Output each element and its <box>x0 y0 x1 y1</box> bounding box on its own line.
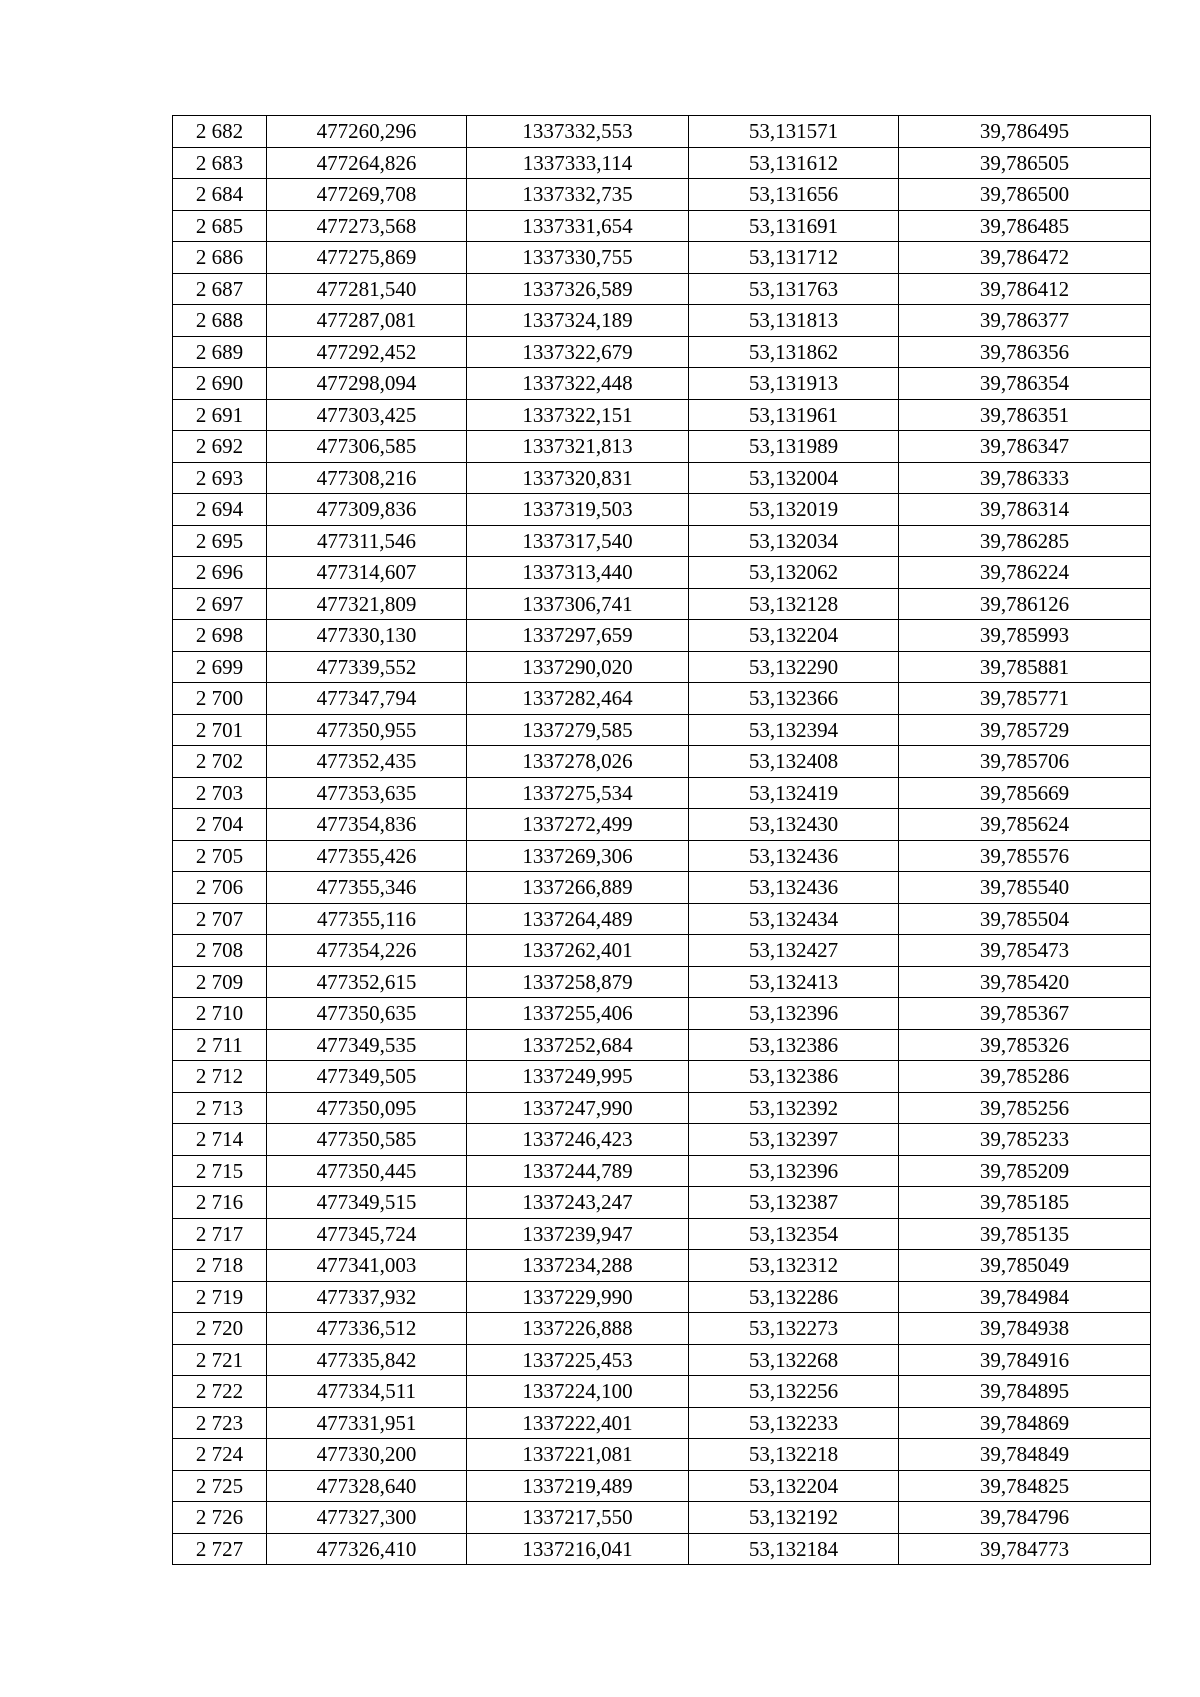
latitude-cell: 53,131961 <box>689 399 899 431</box>
table-row <box>173 1155 1151 1187</box>
y-coordinate-cell: 1337247,990 <box>467 1092 689 1124</box>
y-coordinate-cell: 1337322,448 <box>467 368 689 400</box>
longitude-cell: 39,786505 <box>899 147 1151 179</box>
x-coordinate-cell: 477330,200 <box>267 1439 467 1471</box>
latitude-cell: 53,132273 <box>689 1313 899 1345</box>
y-coordinate-cell: 1337252,684 <box>467 1029 689 1061</box>
longitude-cell: 39,785135 <box>899 1218 1151 1250</box>
table-row <box>173 714 1151 746</box>
point-number-cell: 2 700 <box>173 683 267 715</box>
x-coordinate-cell: 477292,452 <box>267 336 467 368</box>
latitude-cell: 53,132392 <box>689 1092 899 1124</box>
x-coordinate-cell: 477321,809 <box>267 588 467 620</box>
x-coordinate-cell: 477339,552 <box>267 651 467 683</box>
latitude-cell: 53,132419 <box>689 777 899 809</box>
table-row <box>173 1376 1151 1408</box>
x-coordinate-cell: 477355,426 <box>267 840 467 872</box>
latitude-cell: 53,132204 <box>689 1470 899 1502</box>
y-coordinate-cell: 1337269,306 <box>467 840 689 872</box>
table-row <box>173 1407 1151 1439</box>
latitude-cell: 53,131612 <box>689 147 899 179</box>
x-coordinate-cell: 477349,535 <box>267 1029 467 1061</box>
x-coordinate-cell: 477334,511 <box>267 1376 467 1408</box>
table-row <box>173 903 1151 935</box>
longitude-cell: 39,785669 <box>899 777 1151 809</box>
table-row <box>173 1439 1151 1471</box>
latitude-cell: 53,132128 <box>689 588 899 620</box>
y-coordinate-cell: 1337246,423 <box>467 1124 689 1156</box>
table-row <box>173 935 1151 967</box>
table-row <box>173 1124 1151 1156</box>
table-row <box>173 273 1151 305</box>
latitude-cell: 53,132290 <box>689 651 899 683</box>
longitude-cell: 39,785049 <box>899 1250 1151 1282</box>
point-number-cell: 2 696 <box>173 557 267 589</box>
latitude-cell: 53,131763 <box>689 273 899 305</box>
x-coordinate-cell: 477331,951 <box>267 1407 467 1439</box>
latitude-cell: 53,131862 <box>689 336 899 368</box>
latitude-cell: 53,131691 <box>689 210 899 242</box>
latitude-cell: 53,132397 <box>689 1124 899 1156</box>
latitude-cell: 53,132004 <box>689 462 899 494</box>
table-row <box>173 746 1151 778</box>
y-coordinate-cell: 1337234,288 <box>467 1250 689 1282</box>
longitude-cell: 39,785706 <box>899 746 1151 778</box>
y-coordinate-cell: 1337224,100 <box>467 1376 689 1408</box>
table-row <box>173 620 1151 652</box>
longitude-cell: 39,786412 <box>899 273 1151 305</box>
latitude-cell: 53,132354 <box>689 1218 899 1250</box>
latitude-cell: 53,132184 <box>689 1533 899 1565</box>
x-coordinate-cell: 477355,116 <box>267 903 467 935</box>
longitude-cell: 39,784916 <box>899 1344 1151 1376</box>
x-coordinate-cell: 477337,932 <box>267 1281 467 1313</box>
y-coordinate-cell: 1337322,679 <box>467 336 689 368</box>
latitude-cell: 53,132192 <box>689 1502 899 1534</box>
point-number-cell: 2 710 <box>173 998 267 1030</box>
point-number-cell: 2 707 <box>173 903 267 935</box>
y-coordinate-cell: 1337332,735 <box>467 179 689 211</box>
table-row <box>173 399 1151 431</box>
latitude-cell: 53,132396 <box>689 998 899 1030</box>
x-coordinate-cell: 477355,346 <box>267 872 467 904</box>
point-number-cell: 2 689 <box>173 336 267 368</box>
latitude-cell: 53,132204 <box>689 620 899 652</box>
point-number-cell: 2 688 <box>173 305 267 337</box>
point-number-cell: 2 703 <box>173 777 267 809</box>
latitude-cell: 53,132430 <box>689 809 899 841</box>
y-coordinate-cell: 1337297,659 <box>467 620 689 652</box>
x-coordinate-cell: 477354,836 <box>267 809 467 841</box>
longitude-cell: 39,786495 <box>899 116 1151 148</box>
table-row <box>173 494 1151 526</box>
y-coordinate-cell: 1337313,440 <box>467 557 689 589</box>
x-coordinate-cell: 477311,546 <box>267 525 467 557</box>
y-coordinate-cell: 1337249,995 <box>467 1061 689 1093</box>
point-number-cell: 2 721 <box>173 1344 267 1376</box>
x-coordinate-cell: 477326,410 <box>267 1533 467 1565</box>
y-coordinate-cell: 1337326,589 <box>467 273 689 305</box>
table-row <box>173 336 1151 368</box>
table-row <box>173 305 1151 337</box>
x-coordinate-cell: 477269,708 <box>267 179 467 211</box>
point-number-cell: 2 701 <box>173 714 267 746</box>
x-coordinate-cell: 477349,515 <box>267 1187 467 1219</box>
x-coordinate-cell: 477314,607 <box>267 557 467 589</box>
latitude-cell: 53,131656 <box>689 179 899 211</box>
point-number-cell: 2 698 <box>173 620 267 652</box>
x-coordinate-cell: 477353,635 <box>267 777 467 809</box>
point-number-cell: 2 682 <box>173 116 267 148</box>
longitude-cell: 39,785771 <box>899 683 1151 715</box>
point-number-cell: 2 717 <box>173 1218 267 1250</box>
point-number-cell: 2 711 <box>173 1029 267 1061</box>
point-number-cell: 2 719 <box>173 1281 267 1313</box>
x-coordinate-cell: 477352,615 <box>267 966 467 998</box>
longitude-cell: 39,785624 <box>899 809 1151 841</box>
y-coordinate-cell: 1337217,550 <box>467 1502 689 1534</box>
point-number-cell: 2 708 <box>173 935 267 967</box>
y-coordinate-cell: 1337290,020 <box>467 651 689 683</box>
longitude-cell: 39,784895 <box>899 1376 1151 1408</box>
point-number-cell: 2 724 <box>173 1439 267 1471</box>
y-coordinate-cell: 1337332,553 <box>467 116 689 148</box>
point-number-cell: 2 704 <box>173 809 267 841</box>
y-coordinate-cell: 1337320,831 <box>467 462 689 494</box>
table-row <box>173 840 1151 872</box>
table-row <box>173 1029 1151 1061</box>
table-row <box>173 1281 1151 1313</box>
longitude-cell: 39,784796 <box>899 1502 1151 1534</box>
y-coordinate-cell: 1337221,081 <box>467 1439 689 1471</box>
x-coordinate-cell: 477336,512 <box>267 1313 467 1345</box>
x-coordinate-cell: 477327,300 <box>267 1502 467 1534</box>
table-row <box>173 1218 1151 1250</box>
y-coordinate-cell: 1337321,813 <box>467 431 689 463</box>
table-row <box>173 1092 1151 1124</box>
table-row <box>173 777 1151 809</box>
latitude-cell: 53,132019 <box>689 494 899 526</box>
table-row <box>173 525 1151 557</box>
table-row <box>173 431 1151 463</box>
y-coordinate-cell: 1337272,499 <box>467 809 689 841</box>
point-number-cell: 2 705 <box>173 840 267 872</box>
latitude-cell: 53,132436 <box>689 840 899 872</box>
y-coordinate-cell: 1337322,151 <box>467 399 689 431</box>
longitude-cell: 39,786333 <box>899 462 1151 494</box>
longitude-cell: 39,785473 <box>899 935 1151 967</box>
longitude-cell: 39,785286 <box>899 1061 1151 1093</box>
longitude-cell: 39,786351 <box>899 399 1151 431</box>
x-coordinate-cell: 477354,226 <box>267 935 467 967</box>
x-coordinate-cell: 477350,445 <box>267 1155 467 1187</box>
longitude-cell: 39,784773 <box>899 1533 1151 1565</box>
longitude-cell: 39,785420 <box>899 966 1151 998</box>
y-coordinate-cell: 1337229,990 <box>467 1281 689 1313</box>
latitude-cell: 53,132386 <box>689 1029 899 1061</box>
x-coordinate-cell: 477287,081 <box>267 305 467 337</box>
point-number-cell: 2 727 <box>173 1533 267 1565</box>
point-number-cell: 2 723 <box>173 1407 267 1439</box>
point-number-cell: 2 691 <box>173 399 267 431</box>
point-number-cell: 2 692 <box>173 431 267 463</box>
point-number-cell: 2 695 <box>173 525 267 557</box>
longitude-cell: 39,785185 <box>899 1187 1151 1219</box>
y-coordinate-cell: 1337264,489 <box>467 903 689 935</box>
point-number-cell: 2 714 <box>173 1124 267 1156</box>
point-number-cell: 2 683 <box>173 147 267 179</box>
y-coordinate-cell: 1337219,489 <box>467 1470 689 1502</box>
table-row <box>173 588 1151 620</box>
point-number-cell: 2 713 <box>173 1092 267 1124</box>
longitude-cell: 39,786314 <box>899 494 1151 526</box>
longitude-cell: 39,785209 <box>899 1155 1151 1187</box>
y-coordinate-cell: 1337330,755 <box>467 242 689 274</box>
y-coordinate-cell: 1337333,114 <box>467 147 689 179</box>
longitude-cell: 39,784938 <box>899 1313 1151 1345</box>
x-coordinate-cell: 477260,296 <box>267 116 467 148</box>
latitude-cell: 53,131989 <box>689 431 899 463</box>
longitude-cell: 39,785540 <box>899 872 1151 904</box>
latitude-cell: 53,132396 <box>689 1155 899 1187</box>
latitude-cell: 53,132233 <box>689 1407 899 1439</box>
x-coordinate-cell: 477350,955 <box>267 714 467 746</box>
y-coordinate-cell: 1337279,585 <box>467 714 689 746</box>
point-number-cell: 2 726 <box>173 1502 267 1534</box>
x-coordinate-cell: 477273,568 <box>267 210 467 242</box>
longitude-cell: 39,786126 <box>899 588 1151 620</box>
point-number-cell: 2 684 <box>173 179 267 211</box>
table-row <box>173 1533 1151 1565</box>
x-coordinate-cell: 477328,640 <box>267 1470 467 1502</box>
x-coordinate-cell: 477306,585 <box>267 431 467 463</box>
latitude-cell: 53,131712 <box>689 242 899 274</box>
longitude-cell: 39,785504 <box>899 903 1151 935</box>
x-coordinate-cell: 477350,635 <box>267 998 467 1030</box>
table-row <box>173 998 1151 1030</box>
longitude-cell: 39,785881 <box>899 651 1151 683</box>
latitude-cell: 53,132366 <box>689 683 899 715</box>
point-number-cell: 2 725 <box>173 1470 267 1502</box>
point-number-cell: 2 693 <box>173 462 267 494</box>
y-coordinate-cell: 1337226,888 <box>467 1313 689 1345</box>
x-coordinate-cell: 477350,585 <box>267 1124 467 1156</box>
y-coordinate-cell: 1337258,879 <box>467 966 689 998</box>
longitude-cell: 39,784869 <box>899 1407 1151 1439</box>
table-row <box>173 368 1151 400</box>
point-number-cell: 2 702 <box>173 746 267 778</box>
point-number-cell: 2 709 <box>173 966 267 998</box>
point-number-cell: 2 712 <box>173 1061 267 1093</box>
y-coordinate-cell: 1337319,503 <box>467 494 689 526</box>
point-number-cell: 2 687 <box>173 273 267 305</box>
y-coordinate-cell: 1337243,247 <box>467 1187 689 1219</box>
longitude-cell: 39,786224 <box>899 557 1151 589</box>
x-coordinate-cell: 477330,130 <box>267 620 467 652</box>
longitude-cell: 39,785233 <box>899 1124 1151 1156</box>
table-row <box>173 1470 1151 1502</box>
longitude-cell: 39,786356 <box>899 336 1151 368</box>
x-coordinate-cell: 477275,869 <box>267 242 467 274</box>
point-number-cell: 2 690 <box>173 368 267 400</box>
latitude-cell: 53,132218 <box>689 1439 899 1471</box>
x-coordinate-cell: 477350,095 <box>267 1092 467 1124</box>
table-row <box>173 1061 1151 1093</box>
point-number-cell: 2 718 <box>173 1250 267 1282</box>
point-number-cell: 2 699 <box>173 651 267 683</box>
longitude-cell: 39,784825 <box>899 1470 1151 1502</box>
table-row <box>173 809 1151 841</box>
table-row <box>173 462 1151 494</box>
latitude-cell: 53,132386 <box>689 1061 899 1093</box>
latitude-cell: 53,132268 <box>689 1344 899 1376</box>
latitude-cell: 53,132427 <box>689 935 899 967</box>
x-coordinate-cell: 477303,425 <box>267 399 467 431</box>
latitude-cell: 53,131913 <box>689 368 899 400</box>
y-coordinate-cell: 1337275,534 <box>467 777 689 809</box>
latitude-cell: 53,132256 <box>689 1376 899 1408</box>
latitude-cell: 53,132434 <box>689 903 899 935</box>
table-row <box>173 116 1151 148</box>
table-row <box>173 1502 1151 1534</box>
latitude-cell: 53,132387 <box>689 1187 899 1219</box>
point-number-cell: 2 686 <box>173 242 267 274</box>
latitude-cell: 53,132394 <box>689 714 899 746</box>
x-coordinate-cell: 477349,505 <box>267 1061 467 1093</box>
coordinates-table <box>172 115 1151 1565</box>
y-coordinate-cell: 1337244,789 <box>467 1155 689 1187</box>
point-number-cell: 2 720 <box>173 1313 267 1345</box>
latitude-cell: 53,132062 <box>689 557 899 589</box>
table-row <box>173 1313 1151 1345</box>
y-coordinate-cell: 1337262,401 <box>467 935 689 967</box>
y-coordinate-cell: 1337239,947 <box>467 1218 689 1250</box>
table-row <box>173 651 1151 683</box>
longitude-cell: 39,786354 <box>899 368 1151 400</box>
longitude-cell: 39,785729 <box>899 714 1151 746</box>
longitude-cell: 39,786500 <box>899 179 1151 211</box>
y-coordinate-cell: 1337266,889 <box>467 872 689 904</box>
longitude-cell: 39,786472 <box>899 242 1151 274</box>
x-coordinate-cell: 477264,826 <box>267 147 467 179</box>
y-coordinate-cell: 1337278,026 <box>467 746 689 778</box>
latitude-cell: 53,131571 <box>689 116 899 148</box>
y-coordinate-cell: 1337282,464 <box>467 683 689 715</box>
x-coordinate-cell: 477347,794 <box>267 683 467 715</box>
table-row <box>173 966 1151 998</box>
longitude-cell: 39,785367 <box>899 998 1151 1030</box>
point-number-cell: 2 697 <box>173 588 267 620</box>
table-row <box>173 242 1151 274</box>
y-coordinate-cell: 1337216,041 <box>467 1533 689 1565</box>
longitude-cell: 39,785326 <box>899 1029 1151 1061</box>
point-number-cell: 2 716 <box>173 1187 267 1219</box>
longitude-cell: 39,786377 <box>899 305 1151 337</box>
table-row <box>173 683 1151 715</box>
table-row <box>173 1187 1151 1219</box>
table-row <box>173 147 1151 179</box>
latitude-cell: 53,132034 <box>689 525 899 557</box>
table-row <box>173 1250 1151 1282</box>
latitude-cell: 53,132312 <box>689 1250 899 1282</box>
table-row <box>173 1344 1151 1376</box>
y-coordinate-cell: 1337324,189 <box>467 305 689 337</box>
table-row <box>173 179 1151 211</box>
latitude-cell: 53,132286 <box>689 1281 899 1313</box>
x-coordinate-cell: 477335,842 <box>267 1344 467 1376</box>
x-coordinate-cell: 477308,216 <box>267 462 467 494</box>
coordinates-table-body <box>173 116 1151 1565</box>
point-number-cell: 2 685 <box>173 210 267 242</box>
y-coordinate-cell: 1337222,401 <box>467 1407 689 1439</box>
point-number-cell: 2 706 <box>173 872 267 904</box>
point-number-cell: 2 715 <box>173 1155 267 1187</box>
latitude-cell: 53,131813 <box>689 305 899 337</box>
x-coordinate-cell: 477341,003 <box>267 1250 467 1282</box>
x-coordinate-cell: 477309,836 <box>267 494 467 526</box>
x-coordinate-cell: 477352,435 <box>267 746 467 778</box>
y-coordinate-cell: 1337331,654 <box>467 210 689 242</box>
longitude-cell: 39,785576 <box>899 840 1151 872</box>
table-row <box>173 557 1151 589</box>
latitude-cell: 53,132436 <box>689 872 899 904</box>
longitude-cell: 39,786347 <box>899 431 1151 463</box>
table-row <box>173 872 1151 904</box>
table-row <box>173 210 1151 242</box>
longitude-cell: 39,785256 <box>899 1092 1151 1124</box>
y-coordinate-cell: 1337306,741 <box>467 588 689 620</box>
x-coordinate-cell: 477345,724 <box>267 1218 467 1250</box>
x-coordinate-cell: 477281,540 <box>267 273 467 305</box>
y-coordinate-cell: 1337225,453 <box>467 1344 689 1376</box>
longitude-cell: 39,784849 <box>899 1439 1151 1471</box>
longitude-cell: 39,786285 <box>899 525 1151 557</box>
longitude-cell: 39,785993 <box>899 620 1151 652</box>
point-number-cell: 2 694 <box>173 494 267 526</box>
latitude-cell: 53,132408 <box>689 746 899 778</box>
y-coordinate-cell: 1337255,406 <box>467 998 689 1030</box>
longitude-cell: 39,786485 <box>899 210 1151 242</box>
point-number-cell: 2 722 <box>173 1376 267 1408</box>
longitude-cell: 39,784984 <box>899 1281 1151 1313</box>
x-coordinate-cell: 477298,094 <box>267 368 467 400</box>
latitude-cell: 53,132413 <box>689 966 899 998</box>
y-coordinate-cell: 1337317,540 <box>467 525 689 557</box>
